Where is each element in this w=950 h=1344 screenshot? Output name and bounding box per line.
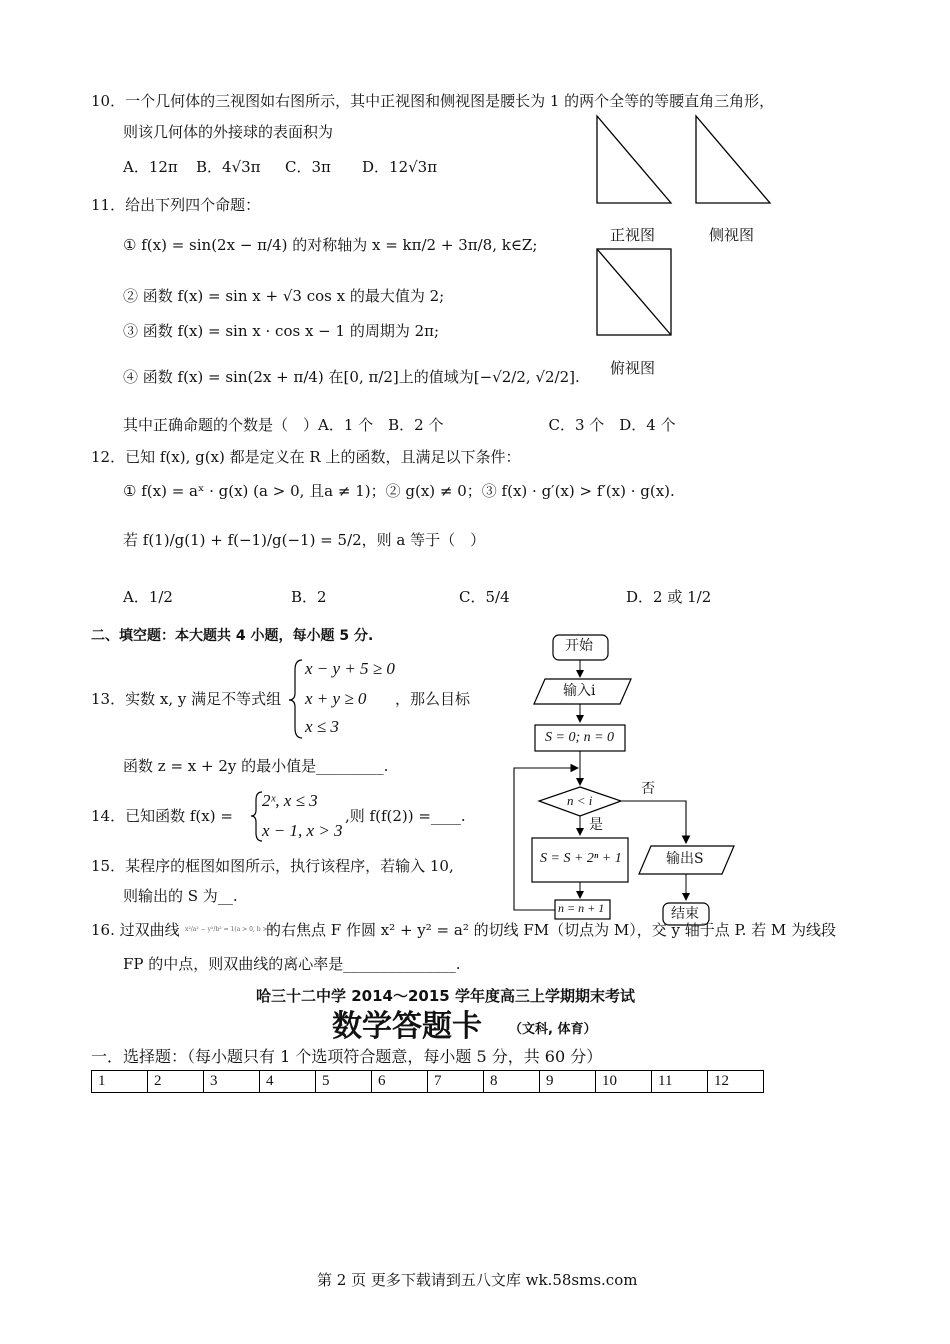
q12-option-a: A．1/2 [123, 588, 173, 606]
q15-line1: 15．某程序的框图如图所示，执行该程序，若输入 10, [91, 857, 454, 875]
q12-heading: 12．已知 f(x), g(x) 都是定义在 R 上的函数，且满足以下条件： [91, 448, 521, 466]
q10-line2: 则该几何体的外接球的表面积为 [123, 123, 334, 141]
q16-line1-end: 的右焦点 F 作圆 x² + y² = a² 的切线 FM（切点为 M），交 y 轴于点 P. 若 M 为线段 [266, 921, 837, 939]
q16-hyperbola-equation: x²/a² − y²/b² = 1(a > 0, b > 0) [185, 926, 276, 933]
flow-no-branch-line [621, 801, 686, 843]
page-footer: 第 2 页 更多下载请到五八文库 wk.58sms.com [317, 1271, 638, 1289]
q10-option-c: C．3π [285, 158, 331, 176]
q14-tail: ,则 f(f(2)) =____. [345, 807, 466, 825]
q14-case-1: 2ˣ, x ≤ 3 [262, 791, 318, 810]
q14-lead: 14．已知函数 f(x) = [91, 807, 233, 825]
flow-increment-label: n = n + 1 [558, 901, 605, 915]
q14-case-2: x − 1, x > 3 [262, 821, 343, 840]
flow-init-label: S = 0; n = 0 [545, 730, 615, 745]
flow-no-label: 否 [641, 781, 655, 797]
answer-cell-11[interactable]: 11 [652, 1071, 708, 1093]
q13-constraint-3: x ≤ 3 [305, 717, 339, 736]
q11-proposition-1: ① f(x) = sin(2x − π/4) 的对称轴为 x = kπ/2 + 3π/8, k∈Z; [123, 236, 538, 254]
q10-option-d: D．12√3π [362, 158, 438, 176]
section-2-heading: 二、填空题：本大题共 4 小题，每小题 5 分. [91, 628, 374, 644]
q11-answer-options: 其中正确命题的个数是（ ）A．1 个 B．2 个 C．3 个 D．4 个 [123, 416, 676, 434]
flow-input-label: 输入i [563, 683, 596, 699]
answer-grid [91, 1070, 764, 1093]
answer-cell-3[interactable]: 3 [204, 1071, 260, 1093]
answer-cell-10[interactable]: 10 [596, 1071, 652, 1093]
flow-yes-label: 是 [589, 817, 603, 833]
q11-proposition-2: ② 函数 f(x) = sin x + √3 cos x 的最大值为 2; [123, 287, 445, 305]
q12-conditions: ① f(x) = aˣ · g(x) (a > 0, 且a ≠ 1)；② g(x) ≠ 0；③ f(x) · g′(x) > f′(x) · g(x). [123, 482, 675, 500]
school-exam-title: 哈三十二中学 2014～2015 学年度高三上学期期末考试 [256, 987, 635, 1005]
front-view-label: 正视图 [610, 226, 656, 244]
answer-cell-5[interactable]: 5 [316, 1071, 372, 1093]
answer-cell-7[interactable]: 7 [428, 1071, 484, 1093]
q12-question: 若 f(1)/g(1) + f(−1)/g(−1) = 5/2，则 a 等于（ ） [123, 531, 486, 549]
q12-option-b: B．2 [291, 588, 327, 606]
answer-card-subtitle: （文科, 体育） [509, 1022, 597, 1037]
answer-cell-2[interactable]: 2 [148, 1071, 204, 1093]
answer-cell-12[interactable]: 12 [708, 1071, 764, 1093]
answer-cell-4[interactable]: 4 [260, 1071, 316, 1093]
side-view-label: 侧视图 [709, 226, 755, 244]
q16-line2: FP 的中点，则双曲线的离心率是_______________. [123, 955, 461, 973]
q13-line2: 函数 z = x + 2y 的最小值是_________. [123, 757, 389, 775]
answer-cell-8[interactable]: 8 [484, 1071, 540, 1093]
q16-line1-start: 16. 过双曲线 [91, 921, 180, 939]
q15-line2: 则输出的 S 为__. [123, 887, 238, 905]
flow-condition-label: n < i [567, 793, 593, 808]
q11-proposition-3: ③ 函数 f(x) = sin x · cos x − 1 的周期为 2π; [123, 322, 440, 340]
q12-option-c: C．5/4 [459, 588, 510, 606]
q13-constraint-1: x − y + 5 ≥ 0 [305, 659, 395, 678]
q11-heading: 11．给出下列四个命题： [91, 196, 261, 214]
q10-option-a: A．12π [123, 158, 178, 176]
answer-cell-6[interactable]: 6 [372, 1071, 428, 1093]
answer-card-title: 数学答题卡 [332, 1009, 482, 1044]
q10-line1: 10．一个几何体的三视图如右图所示，其中正视图和侧视图是腰长为 1 的两个全等的等腰直角三角形， [91, 92, 775, 110]
flow-loop-back-line [514, 768, 578, 910]
flow-end-label: 结束 [671, 906, 699, 922]
answer-cell-9[interactable]: 9 [540, 1071, 596, 1093]
q13-tail: ，那么目标 [395, 690, 471, 708]
q13-lead: 13．实数 x, y 满足不等式组 [91, 690, 282, 708]
flow-start-label: 开始 [565, 638, 593, 654]
top-view-label: 俯视图 [610, 359, 656, 377]
q10-option-b: B．4√3π [196, 158, 261, 176]
answer-cell-1[interactable]: 1 [92, 1071, 148, 1093]
answer-grid-row [92, 1071, 764, 1093]
q13-constraint-2: x + y ≥ 0 [305, 689, 367, 708]
q12-option-d: D．2 或 1/2 [626, 588, 712, 606]
flow-body-label: S = S + 2ⁿ + 1 [540, 851, 622, 866]
choice-section-heading: 一．选择题：（每小题只有 1 个选项符合题意，每小题 5 分，共 60 分） [91, 1047, 603, 1066]
flow-output-label: 输出S [666, 851, 704, 867]
q11-proposition-4: ④ 函数 f(x) = sin(2x + π/4) 在[0, π/2]上的值域为[−√2/2, √2/2]. [123, 368, 580, 386]
